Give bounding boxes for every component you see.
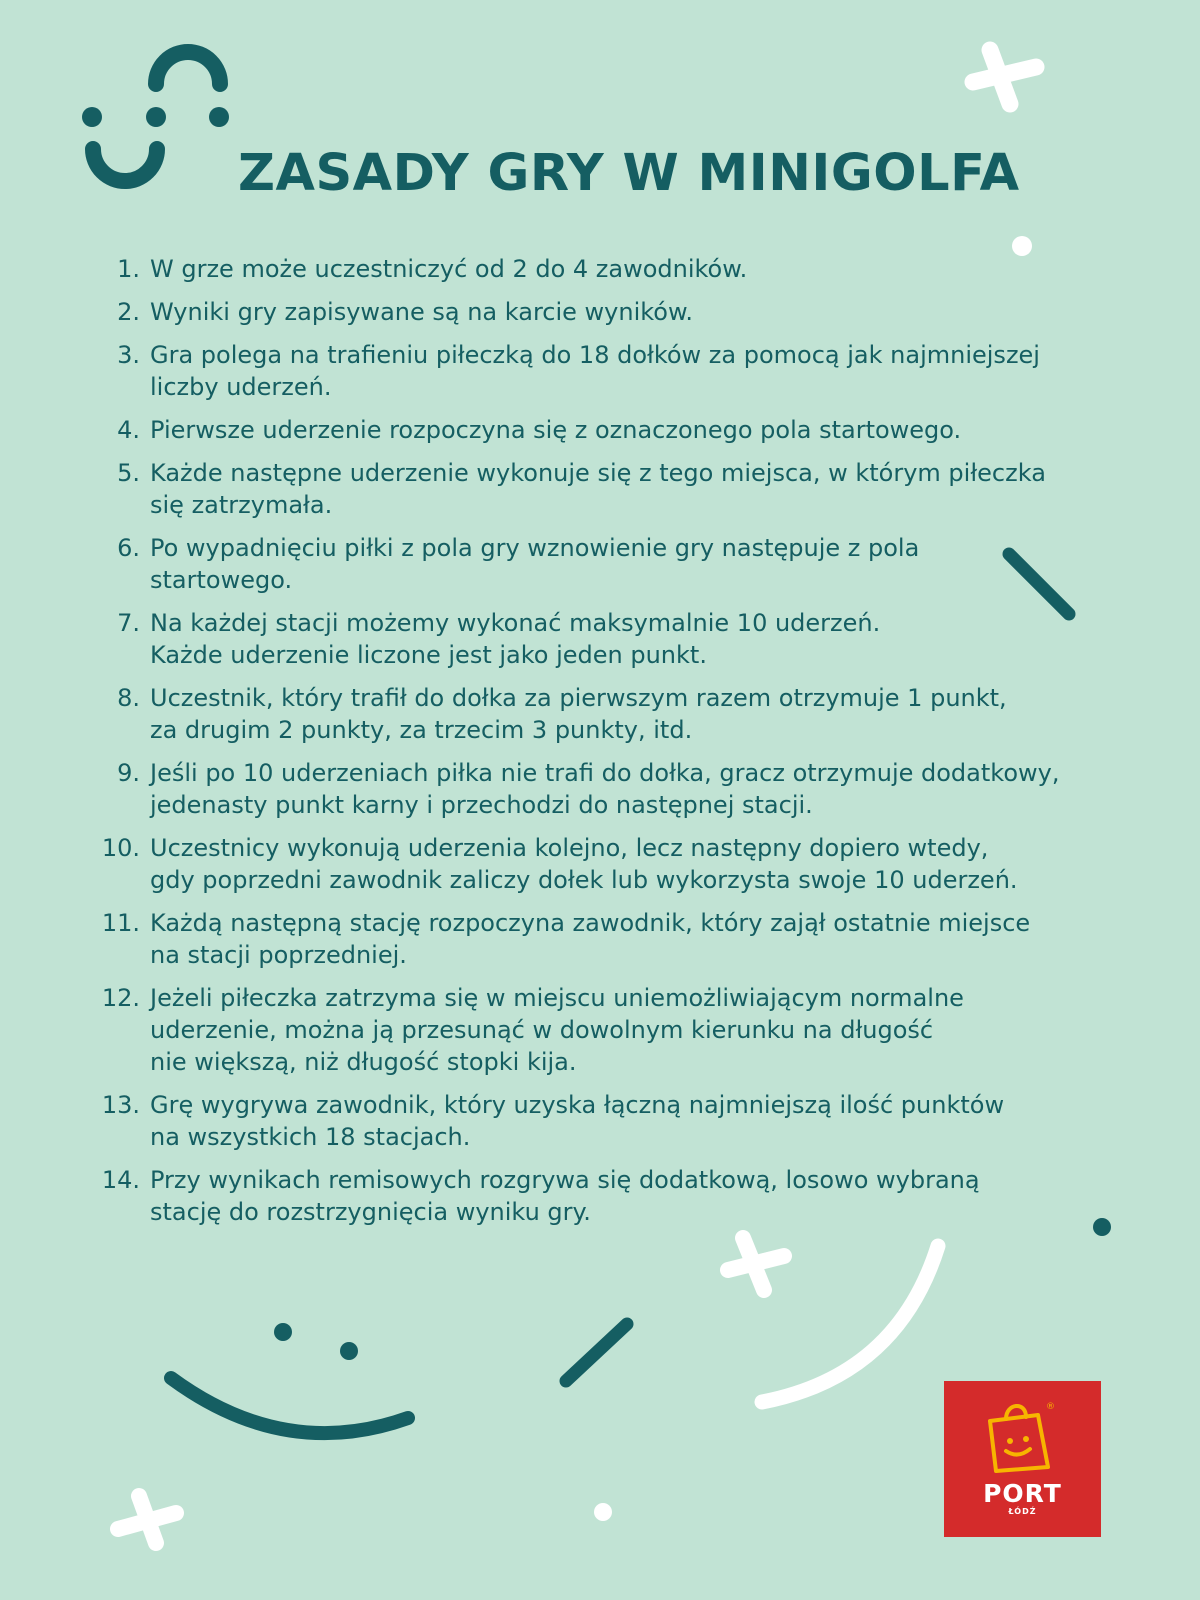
rule-text-line: na stacji poprzedniej.	[150, 941, 407, 969]
rule-text-line: uderzenie, można ją przesunąć w dowolnym kierunku na długość	[150, 1016, 934, 1044]
rule-number: 8.	[117, 684, 140, 712]
rule-number: 7.	[117, 609, 140, 637]
rule-text	[150, 682, 1096, 746]
rule-text-line: W grze może uczestniczyć od 2 do 4 zawodników.	[150, 255, 748, 283]
shopping-bag-icon	[978, 1397, 1058, 1477]
rule-text-line: Przy wynikach remisowych rozgrywa się dodatkową, losowo wybraną	[150, 1166, 980, 1194]
rule-text-line: Uczestnicy wykonują uderzenia kolejno, lecz następny dopiero wtedy,	[150, 834, 989, 862]
rule-number: 2.	[117, 298, 140, 326]
rule-item	[96, 457, 1096, 521]
rule-text	[150, 907, 1096, 971]
eye-dot-decoration	[274, 1323, 292, 1341]
rule-text-line: Jeżeli piłeczka zatrzyma się w miejscu uniemożliwiającym normalne	[150, 984, 964, 1012]
rule-item	[96, 1164, 1096, 1228]
plus-decoration	[118, 1496, 176, 1543]
rule-text	[150, 532, 1096, 596]
rule-text-line: Każdą następną stację rozpoczyna zawodnik, który zajął ostatnie miejsce	[150, 909, 1031, 937]
port-lodz-logo	[944, 1381, 1101, 1537]
rule-item	[96, 253, 1096, 285]
rule-text-line: Uczestnik, który trafił do dołka za pierwszym razem otrzymuje 1 punkt,	[150, 684, 1007, 712]
rule-text-line: stację do rozstrzygnięcia wyniku gry.	[150, 1198, 591, 1226]
rule-number: 11.	[101, 909, 140, 937]
rule-item	[96, 757, 1096, 821]
rule-text-line: Po wypadnięciu piłki z pola gry wznowienie gry następuje z pola	[150, 534, 920, 562]
rule-item	[96, 982, 1096, 1078]
rule-number: 1.	[117, 255, 140, 283]
rule-number: 6.	[117, 534, 140, 562]
rule-text	[150, 1164, 1096, 1228]
rule-number: 4.	[117, 416, 140, 444]
rule-text	[150, 457, 1096, 521]
curve-decoration	[762, 1246, 938, 1402]
rule-text-line: jedenasty punkt karny i przechodzi do następnej stacji.	[150, 791, 813, 819]
rule-number: 10.	[101, 834, 140, 862]
rule-text	[150, 414, 1096, 446]
rule-text-line: Gra polega na trafieniu piłeczką do 18 dołków za pomocą jak najmniejszej	[150, 341, 1040, 369]
page-title: ZASADY GRY W MINIGOLFA	[238, 144, 1020, 203]
rule-item	[96, 532, 1096, 596]
rule-text-line: gdy poprzedni zawodnik zaliczy dołek lub wykorzysta swoje 10 uderzeń.	[150, 866, 1018, 894]
rule-item	[96, 1089, 1096, 1153]
rule-number: 3.	[117, 341, 140, 369]
rule-item	[96, 682, 1096, 746]
rule-text-line: Wyniki gry zapisywane są na karcie wyników.	[150, 298, 694, 326]
rule-number: 13.	[101, 1091, 140, 1119]
rule-number: 9.	[117, 759, 140, 787]
rule-text-line: startowego.	[150, 566, 293, 594]
rule-item	[96, 414, 1096, 446]
rule-item	[96, 607, 1096, 671]
smile-decoration	[171, 1378, 408, 1433]
rule-text-line: Jeśli po 10 uderzeniach piłka nie trafi do dołka, gracz otrzymuje dodatkowy,	[150, 759, 1060, 787]
rule-item	[96, 296, 1096, 328]
plus-decoration	[973, 50, 1036, 104]
rule-text-line: na wszystkich 18 stacjach.	[150, 1123, 471, 1151]
logo-name: PORT	[983, 1479, 1062, 1508]
rule-text	[150, 607, 1096, 671]
dot-decoration	[146, 107, 166, 127]
registered-mark: ®	[1046, 1402, 1055, 1412]
rule-text-line: Pierwsze uderzenie rozpoczyna się z oznaczonego pola startowego.	[150, 416, 962, 444]
rule-text-line: Każde uderzenie liczone jest jako jeden punkt.	[150, 641, 707, 669]
rule-text-line: za drugim 2 punkty, za trzecim 3 punkty, itd.	[150, 716, 693, 744]
rule-number: 5.	[117, 459, 140, 487]
eye-dot-decoration	[340, 1342, 358, 1360]
dot-decoration	[209, 107, 229, 127]
rule-text	[150, 339, 1096, 403]
dot-decoration	[82, 107, 102, 127]
rule-text	[150, 757, 1096, 821]
rule-text	[150, 296, 1096, 328]
rule-item	[96, 907, 1096, 971]
rule-text-line: nie większą, niż długość stopki kija.	[150, 1048, 577, 1076]
rule-text-line: się zatrzymała.	[150, 491, 333, 519]
rule-text-line: Każde następne uderzenie wykonuje się z tego miejsca, w którym piłeczka	[150, 459, 1046, 487]
logo-city: ŁÓDŹ	[1008, 1507, 1037, 1516]
rule-text	[150, 253, 1096, 285]
rule-text	[150, 1089, 1096, 1153]
rule-text-line: liczby uderzeń.	[150, 373, 332, 401]
rules-list	[96, 253, 1096, 1239]
top-arc-decoration	[156, 52, 220, 84]
rule-text-line: Na każdej stacji możemy wykonać maksymalnie 10 uderzeń.	[150, 609, 881, 637]
rule-item	[96, 832, 1096, 896]
rule-text-line: Grę wygrywa zawodnik, który uzyska łączną najmniejszą ilość punktów	[150, 1091, 1005, 1119]
dot-decoration	[594, 1503, 612, 1521]
rule-text	[150, 832, 1096, 896]
rule-number: 12.	[101, 984, 140, 1012]
dash-decoration	[566, 1324, 627, 1381]
rule-number: 14.	[101, 1166, 140, 1194]
plus-decoration	[728, 1238, 784, 1290]
rule-item	[96, 339, 1096, 403]
rule-text	[150, 982, 1096, 1078]
bottom-arc-decoration	[93, 149, 157, 181]
